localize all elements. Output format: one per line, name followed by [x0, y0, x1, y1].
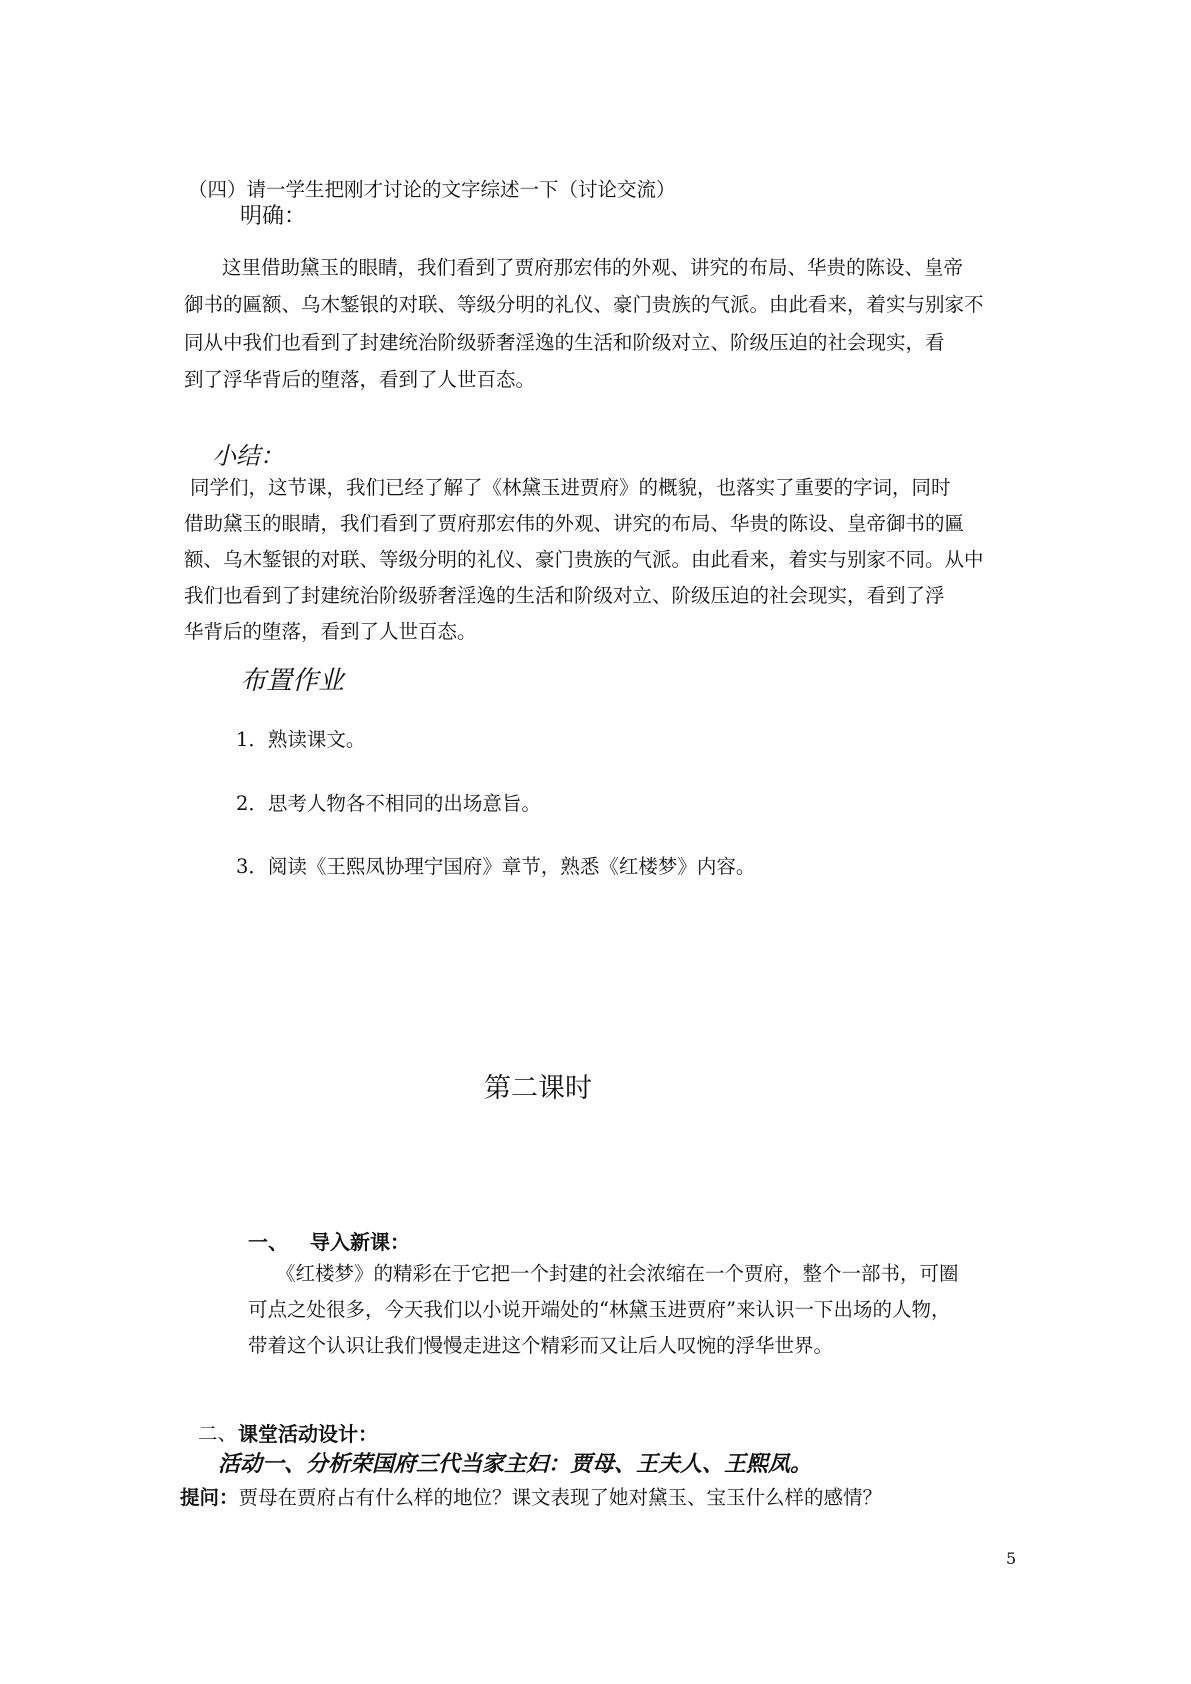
intro-title: 导入新课：	[310, 1230, 410, 1254]
activities-number: 二、	[198, 1422, 238, 1445]
section4-label: 明确：	[240, 204, 307, 229]
section4-line-2: 御书的匾额、乌木錾银的对联、等级分明的礼仪、豪门贵族的气派。由此看来，着实与别家不	[184, 293, 984, 316]
section4-line-4: 到了浮华背后的堕落，看到了人世百态。	[184, 368, 536, 391]
section4-prompt: （四）请一学生把刚才讨论的文字综述一下（讨论交流）	[188, 178, 676, 201]
homework-item-2: 2．思考人物各不相同的出场意旨。	[236, 792, 541, 815]
activities-title: 课堂活动设计：	[238, 1422, 378, 1446]
lesson2-title: 第二课时	[484, 1073, 592, 1104]
summary-line-3: 额、乌木錾银的对联、等级分明的礼仪、豪门贵族的气派。由此看来，着实与别家不同。从中	[184, 548, 984, 571]
activity-one: 活动一、分析荣国府三代当家主妇：贾母、王夫人、王熙凤。	[218, 1451, 813, 1477]
question-row	[180, 1484, 882, 1512]
question-text: 贾母在贾府占有什么样的地位？课文表现了她对黛玉、宝玉什么样的感情？	[238, 1486, 883, 1509]
section4-line-1: 这里借助黛玉的眼睛，我们看到了贾府那宏伟的外观、讲究的布局、华贵的陈设、皇帝	[222, 256, 964, 279]
homework-title: 布置作业	[240, 666, 345, 696]
summary-line-2: 借助黛玉的眼睛，我们看到了贾府那宏伟的外观、讲究的布局、华贵的陈设、皇帝御书的匾	[184, 512, 965, 535]
summary-title: 小结：	[212, 442, 284, 470]
intro-line-3: 带着这个认识让我们慢慢走进这个精彩而又让后人叹惋的浮华世界。	[248, 1334, 834, 1357]
intro-line-1: 《红楼梦》的精彩在于它把一个封建的社会浓缩在一个贾府，整个一部书，可圈	[276, 1262, 959, 1285]
summary-line-1: 同学们，这节课，我们已经了解了《林黛玉进贾府》的概貌，也落实了重要的字词，同时	[190, 476, 951, 499]
section4-line-3: 同从中我们也看到了封建统治阶级骄奢淫逸的生活和阶级对立、阶级压迫的社会现实，看	[184, 331, 945, 354]
intro-number: 一、	[248, 1230, 288, 1254]
homework-item-3: 3．阅读《王熙凤协理宁国府》章节，熟悉《红楼梦》内容。	[236, 855, 756, 878]
summary-line-5: 华背后的堕落，看到了人世百态。	[184, 620, 477, 643]
page-number: 5	[1006, 1549, 1017, 1568]
summary-line-4: 我们也看到了封建统治阶级骄奢淫逸的生活和阶级对立、阶级压迫的社会现实，看到了浮	[184, 584, 945, 607]
homework-item-1: 1．熟读课文。	[236, 728, 366, 751]
question-label: 提问：	[180, 1486, 239, 1509]
intro-line-2: 可点之处很多，今天我们以小说开端处的“林黛玉进贾府”来认识一下出场的人物，	[248, 1298, 951, 1321]
